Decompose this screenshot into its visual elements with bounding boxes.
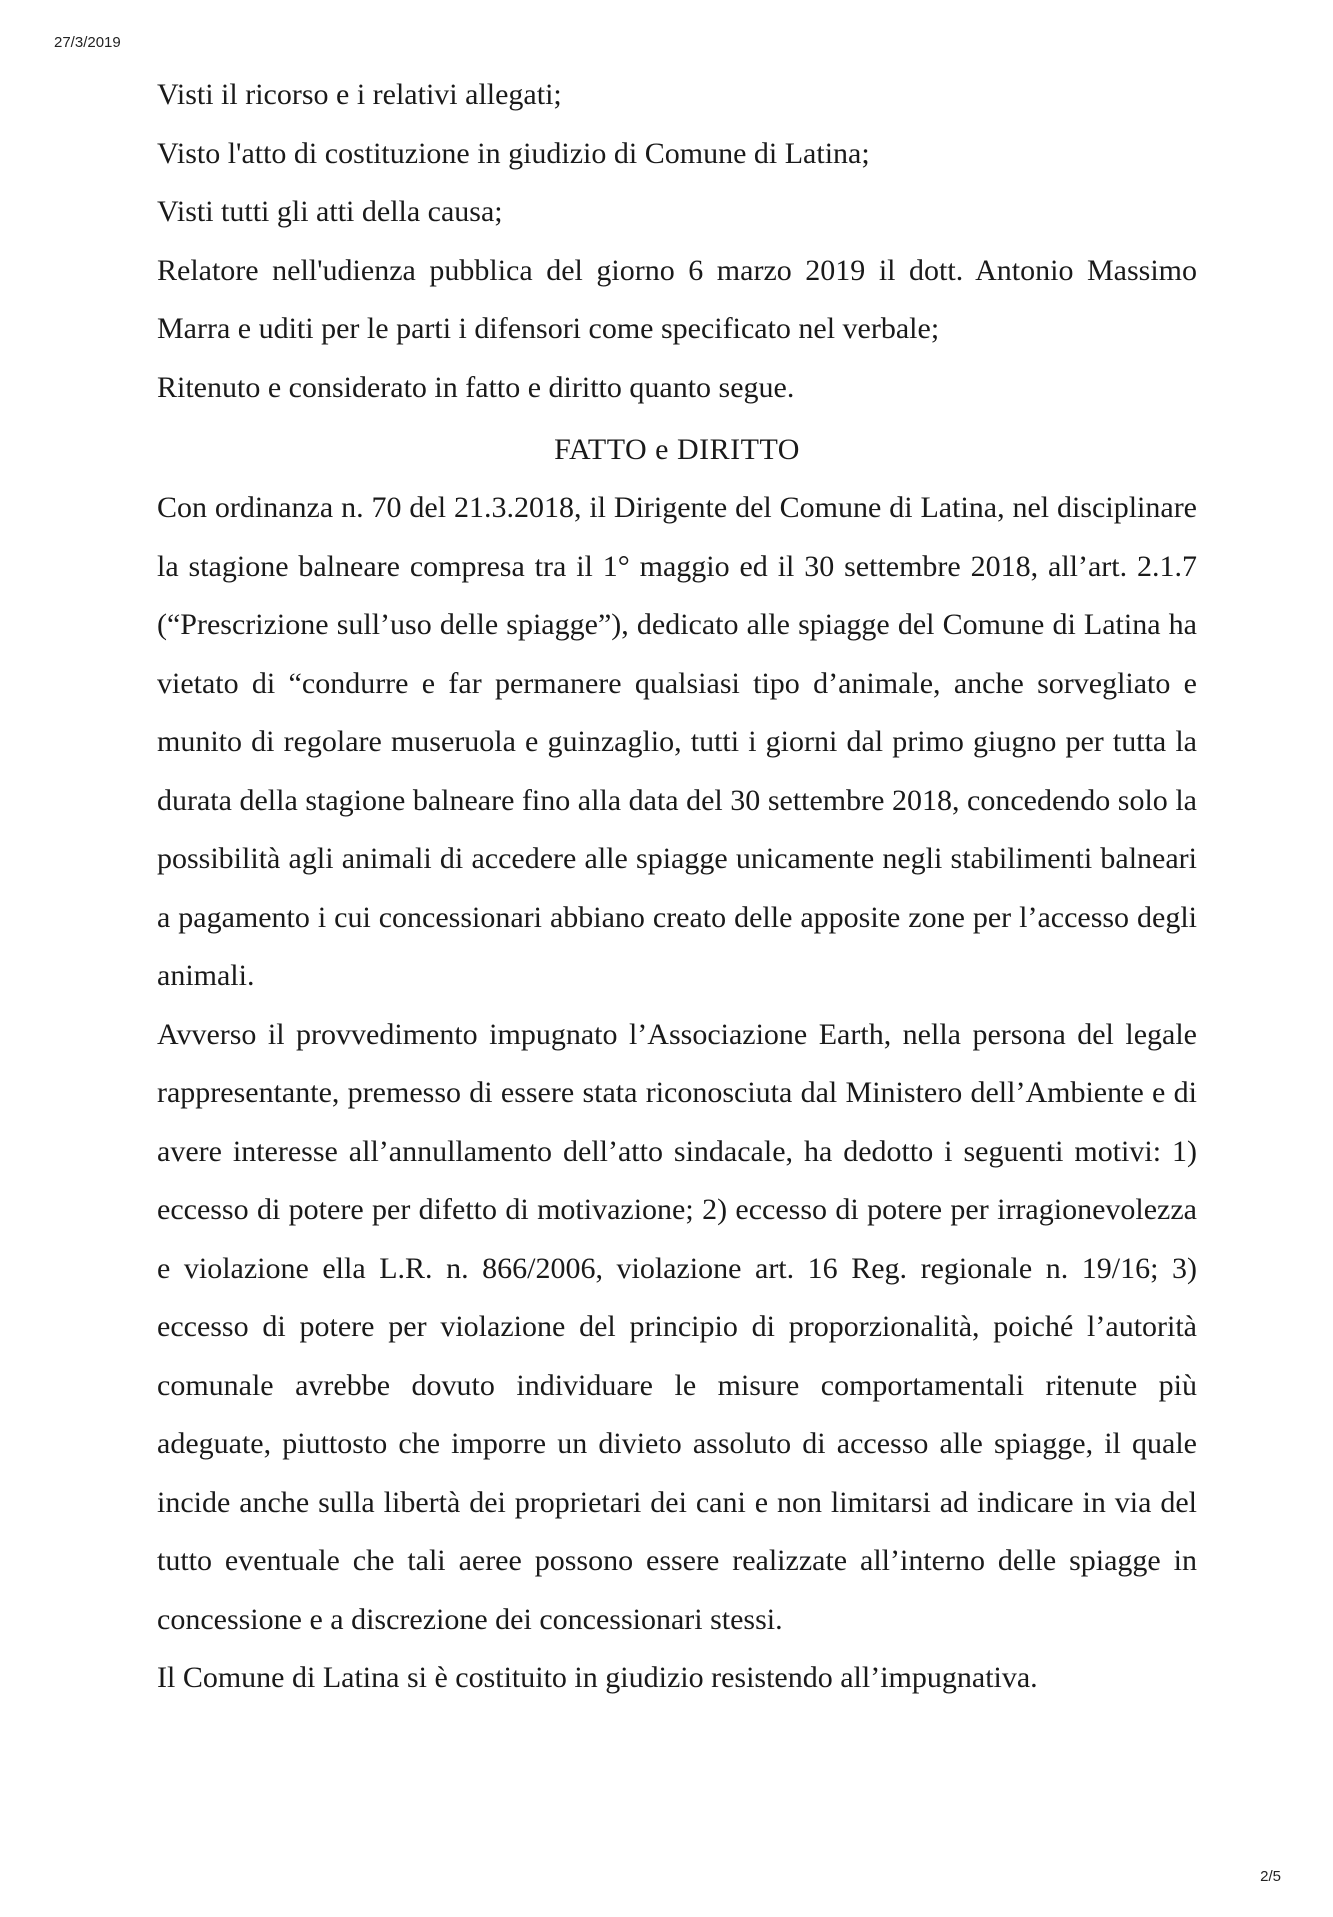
body-paragraph: Con ordinanza n. 70 del 21.3.2018, il Dirigente del Comune di Latina, nel disciplinare la stagione balneare compresa tra il 1° maggio ed il 30 settembre 2018, all’art. 2.1.7 (“Prescrizione sull’uso delle spiagge”), dedicato alle spiagge del Comune di Latina ha vietato di “condurre e far permanere qualsiasi tipo d’animale, anche sorvegliato e munito di regolare museruola e guinzaglio, tutti i giorni dal primo giugno per tutta la durata della stagione balneare fino alla data del 30 settembre 2018, concedendo solo la possibilità agli animali di accedere alle spiagge unicamente negli stabilimenti balneari a pagamento i cui concessionari abbiano creato delle apposite zone per l’accesso degli animali. — [157, 491, 1197, 992]
print-date: 27/3/2019 — [54, 34, 121, 51]
body-paragraph: Avverso il provvedimento impugnato l’Associazione Earth, nella persona del legale rappresentante, premesso di essere stata riconosciuta dal Ministero dell’Ambiente e di avere interesse all’annullamento dell’atto sindacale, ha dedotto i seguenti motivi: 1) eccesso di potere per difetto di motivazione; 2) eccesso di potere per irragionevolezza e violazione ella L.R. n. 866/2006, violazione art. 16 Reg. regionale n. 19/16; 3) eccesso di potere per violazione del principio di proporzionalità, poiché l’autorità comunale avrebbe dovuto individuare le misure comportamentali ritenute più adeguate, piuttosto che imporre un divieto assoluto di accesso alle spiagge, il quale incide anche sulla libertà dei proprietari dei cani e non limitarsi ad indicare in via del tutto eventuale che tali aeree possono essere realizzate all’interno delle spiagge in concessione e a discrezione dei concessionari stessi. — [157, 1017, 1197, 1636]
preamble-line: Visti tutti gli atti della causa; — [157, 195, 503, 228]
document-body — [157, 66, 1197, 1708]
preamble-line: Visti il ricorso e i relativi allegati; — [157, 78, 562, 111]
relatore-paragraph: Relatore nell'udienza pubblica del giorno 6 marzo 2019 il dott. Antonio Massimo Marra e uditi per le parti i difensori come specificato nel verbale; — [157, 253, 1197, 345]
preamble-line: Visto l'atto di costituzione in giudizio di Comune di Latina; — [157, 136, 870, 170]
ritenuto-line: Ritenuto e considerato in fatto e diritto quanto segue. — [157, 370, 795, 404]
body-paragraph: Il Comune di Latina si è costituito in giudizio resistendo all’impugnativa. — [157, 1661, 1038, 1694]
section-title: FATTO e DIRITTO — [554, 433, 800, 466]
page-number: 2/5 — [1260, 1868, 1281, 1885]
